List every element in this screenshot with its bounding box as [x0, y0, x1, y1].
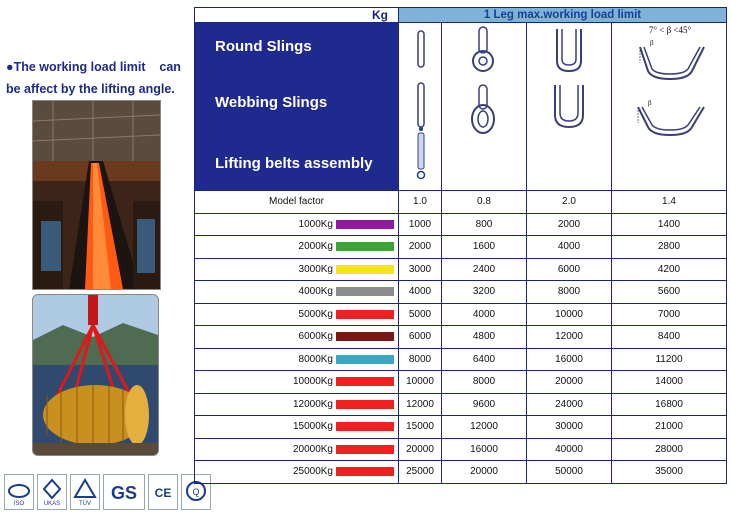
model-factor-row	[195, 191, 727, 214]
load-limit-value: 1400	[612, 213, 727, 236]
angled-basket-cell	[612, 23, 727, 191]
load-limit-value: 6000	[399, 326, 442, 349]
load-limit-value: 16800	[612, 393, 727, 416]
load-limit-value: 28000	[612, 438, 727, 461]
load-limit-value: 1600	[442, 236, 527, 259]
ce-cert-icon	[148, 474, 178, 510]
capacity-label: 15000Kg	[292, 421, 333, 433]
load-limit-value: 4000	[527, 236, 612, 259]
straight-hitch-cell	[399, 23, 442, 191]
capacity-cell	[195, 236, 399, 259]
working-load-limit-table	[194, 7, 727, 484]
capacity-label: 5000Kg	[298, 308, 333, 320]
capacity-cell	[195, 371, 399, 394]
load-limit-value: 5600	[612, 281, 727, 304]
load-limit-value: 30000	[527, 416, 612, 439]
table-row	[195, 258, 727, 281]
load-limit-value: 12000	[399, 393, 442, 416]
logo-text: CE	[154, 486, 172, 500]
straight-hitch-diagram	[399, 23, 442, 187]
sling-type-round: Round Slings	[215, 38, 312, 55]
capacity-cell	[195, 438, 399, 461]
load-limit-value: 40000	[527, 438, 612, 461]
capacity-cell	[195, 348, 399, 371]
lifting-angle-note	[6, 56, 196, 100]
logo-text: GS	[110, 483, 138, 503]
load-limit-value: 5000	[399, 303, 442, 326]
beta-label: β	[648, 99, 652, 107]
factory-scene-image	[33, 101, 160, 289]
color-code-swatch	[336, 287, 394, 296]
color-code-swatch	[336, 400, 394, 409]
model-factor-value: 1.4	[612, 191, 727, 214]
capacity-label: 6000Kg	[298, 331, 333, 343]
table-row	[195, 371, 727, 394]
sling-type-lifting-belts: Lifting belts assembly	[215, 155, 373, 172]
model-factor-value: 1.0	[399, 191, 442, 214]
load-limit-value: 21000	[612, 416, 727, 439]
capacity-label: 3000Kg	[298, 263, 333, 275]
load-limit-value: 9600	[442, 393, 527, 416]
sling-types-row	[195, 23, 727, 191]
beta-label: β	[650, 39, 654, 47]
load-limit-value: 10000	[527, 303, 612, 326]
color-code-swatch	[336, 220, 394, 229]
capacity-cell	[195, 213, 399, 236]
capacity-label: 10000Kg	[292, 376, 333, 388]
load-limit-value: 8000	[399, 348, 442, 371]
color-code-swatch	[336, 310, 394, 319]
load-limit-value: 4000	[399, 281, 442, 304]
tuv-cert-icon	[70, 474, 100, 510]
table-row	[195, 438, 727, 461]
table-row	[195, 326, 727, 349]
load-limit-value: 10000	[399, 371, 442, 394]
load-limit-value: 20000	[442, 461, 527, 484]
table-row	[195, 236, 727, 259]
table-header-row	[195, 8, 727, 23]
load-limit-value: 12000	[442, 416, 527, 439]
load-limit-value: 25000	[399, 461, 442, 484]
load-limit-value: 4200	[612, 258, 727, 281]
load-limit-value: 16000	[527, 348, 612, 371]
load-limit-value: 2000	[399, 236, 442, 259]
angled-basket-diagram	[612, 23, 727, 187]
bullet-icon: ●	[6, 60, 14, 74]
load-limit-value: 7000	[612, 303, 727, 326]
ukas-cert-icon	[37, 474, 67, 510]
table-row	[195, 303, 727, 326]
load-limit-value: 16000	[442, 438, 527, 461]
angle-range-label: 7° < β <45°	[648, 25, 692, 35]
capacity-cell	[195, 416, 399, 439]
load-limit-value: 4800	[442, 326, 527, 349]
factory-sling-photo	[32, 100, 161, 290]
table-row	[195, 213, 727, 236]
gs-cert-icon	[103, 474, 145, 510]
table-row	[195, 348, 727, 371]
capacity-label: 25000Kg	[292, 466, 333, 478]
load-limit-value: 6000	[527, 258, 612, 281]
load-limit-value: 2000	[527, 213, 612, 236]
load-limit-value: 15000	[399, 416, 442, 439]
load-limit-value: 14000	[612, 371, 727, 394]
table-row	[195, 461, 727, 484]
model-factor-value: 2.0	[527, 191, 612, 214]
color-code-swatch	[336, 332, 394, 341]
logo-text: TÜV	[79, 501, 91, 507]
table-row	[195, 393, 727, 416]
load-limit-value: 3000	[399, 258, 442, 281]
load-limit-value: 3200	[442, 281, 527, 304]
capacity-label: 1000Kg	[298, 218, 333, 230]
load-limit-value: 6400	[442, 348, 527, 371]
sling-type-webbing: Webbing Slings	[215, 94, 328, 111]
model-factor-value: 0.8	[442, 191, 527, 214]
load-limit-value: 8000	[527, 281, 612, 304]
capacity-cell	[195, 461, 399, 484]
iso-cert-icon	[4, 474, 34, 510]
capacity-label: 12000Kg	[292, 398, 333, 410]
note-line-1: The working load limit can	[13, 60, 181, 74]
capacity-cell	[195, 258, 399, 281]
table-header-title: 1 Leg max.working load limit	[399, 8, 727, 23]
capacity-label: 20000Kg	[292, 443, 333, 455]
load-limit-value: 8000	[442, 371, 527, 394]
capacity-label: 8000Kg	[298, 353, 333, 365]
load-limit-value: 24000	[527, 393, 612, 416]
color-code-swatch	[336, 422, 394, 431]
model-factor-label: Model factor	[195, 191, 399, 214]
load-limit-value: 12000	[527, 326, 612, 349]
certification-logos	[4, 474, 211, 510]
crane-scene-image	[33, 295, 158, 455]
table-row	[195, 281, 727, 304]
table-row	[195, 416, 727, 439]
logo-text: Q	[192, 487, 200, 497]
color-code-swatch	[336, 445, 394, 454]
load-limit-value: 20000	[527, 371, 612, 394]
load-limit-value: 20000	[399, 438, 442, 461]
kg-label: Kg	[195, 8, 399, 23]
capacity-label: 4000Kg	[298, 286, 333, 298]
color-code-swatch	[336, 265, 394, 274]
color-code-swatch	[336, 467, 394, 476]
color-code-swatch	[336, 355, 394, 364]
note-line-2: be affect by the lifting angle.	[6, 82, 175, 96]
capacity-cell	[195, 393, 399, 416]
basket-hitch-diagram	[527, 23, 612, 187]
sling-types-cell	[195, 23, 399, 191]
load-limit-value: 8400	[612, 326, 727, 349]
choke-hitch-diagram	[442, 23, 527, 187]
load-limit-value: 800	[442, 213, 527, 236]
capacity-cell	[195, 303, 399, 326]
logo-text: UKAS	[43, 501, 61, 507]
load-limit-value: 2800	[612, 236, 727, 259]
choke-hitch-cell	[442, 23, 527, 191]
load-limit-value: 2400	[442, 258, 527, 281]
load-limit-value: 11200	[612, 348, 727, 371]
load-rows	[195, 213, 727, 483]
basket-hitch-cell	[527, 23, 612, 191]
load-limit-value: 35000	[612, 461, 727, 484]
color-code-swatch	[336, 242, 394, 251]
crane-lifting-photo	[32, 294, 159, 456]
capacity-label: 2000Kg	[298, 241, 333, 253]
capacity-cell	[195, 326, 399, 349]
logo-text: ISO	[13, 501, 25, 507]
load-limit-value: 50000	[527, 461, 612, 484]
color-code-swatch	[336, 377, 394, 386]
capacity-cell	[195, 281, 399, 304]
load-limit-value: 1000	[399, 213, 442, 236]
load-limit-value: 4000	[442, 303, 527, 326]
